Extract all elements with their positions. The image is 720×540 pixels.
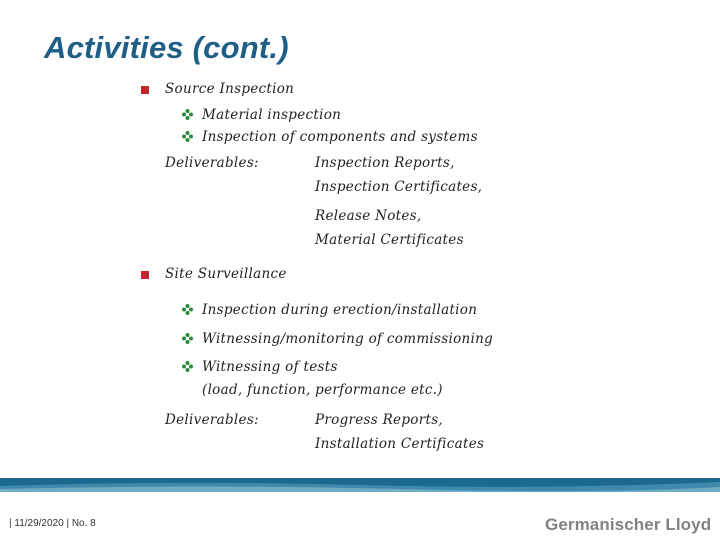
section2-subitem: Inspection during erection/installation bbox=[202, 302, 478, 318]
bullet-square-icon bbox=[141, 271, 149, 279]
footer-date-page: | 11/29/2020 | No. 8 bbox=[9, 518, 96, 529]
section2-subitem-continuation: (load, function, performance etc.) bbox=[202, 382, 443, 398]
footer-bar bbox=[0, 478, 720, 492]
section1-deliverables-label: Deliverables: bbox=[165, 155, 259, 171]
section1-deliverable: Inspection Reports, bbox=[315, 155, 455, 171]
slide-title: Activities (cont.) bbox=[44, 30, 289, 65]
diamond-bullet-icon bbox=[182, 304, 193, 315]
section2-deliverable: Progress Reports, bbox=[315, 412, 444, 428]
section2-deliverables-label: Deliverables: bbox=[165, 412, 259, 428]
diamond-bullet-icon bbox=[182, 131, 193, 142]
diamond-bullet-icon bbox=[182, 333, 193, 344]
section1-subitem: Material inspection bbox=[202, 107, 342, 123]
section1-deliverable: Material Certificates bbox=[315, 232, 464, 248]
diamond-bullet-icon bbox=[182, 361, 193, 372]
section1-deliverable: Inspection Certificates, bbox=[315, 179, 483, 195]
section1-subitem: Inspection of components and systems bbox=[202, 129, 478, 145]
section2-deliverable: Installation Certificates bbox=[315, 436, 485, 452]
section1-deliverable: Release Notes, bbox=[315, 208, 422, 224]
section2-subitem: Witnessing/monitoring of commissioning bbox=[202, 331, 494, 347]
company-logo: Germanischer Lloyd bbox=[545, 515, 712, 534]
section1-heading: Source Inspection bbox=[165, 81, 295, 97]
footer-wave-icon bbox=[0, 478, 720, 492]
section2-subitem: Witnessing of tests bbox=[202, 359, 338, 375]
bullet-square-icon bbox=[141, 86, 149, 94]
section2-heading: Site Surveillance bbox=[165, 266, 287, 282]
diamond-bullet-icon bbox=[182, 109, 193, 120]
